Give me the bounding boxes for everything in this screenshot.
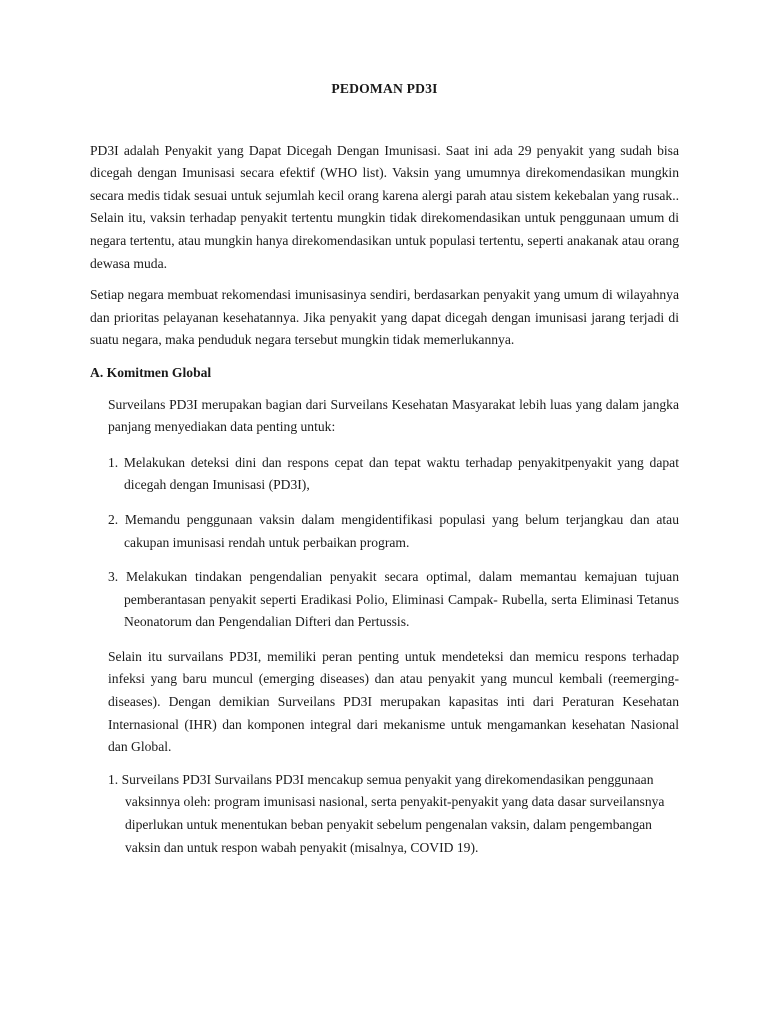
intro-paragraph-1: PD3I adalah Penyakit yang Dapat Dicegah Dengan Imunisasi. Saat ini ada 29 penyakit yang sudah bisa dicegah dengan Imunisasi secara efektif (WHO list). Vaksin yang umumnya direkomendasikan mungkin secara medis tidak sesuai untuk sejumlah kecil orang karena alergi parah atau sistem kekebalan yang rusak.. Selain itu, vaksin terhadap penyakit tertentu mungkin tidak direkomendasikan untuk penggunaan umum di negara tertentu, atau mungkin hanya direkomendasikan untuk populasi tertentu, seperti anakanak atau orang dewasa muda. bbox=[90, 142, 679, 271]
section-heading-a: A. Komitmen Global bbox=[90, 364, 212, 380]
list-item: 2. Memandu penggunaan vaksin dalam mengidentifikasi populasi yang belum terjangkau dan atau cakupan imunisasi rendah untuk perbaikan program. bbox=[108, 511, 679, 550]
list-item: 3. Melakukan tindakan pengendalian penyakit secara optimal, dalam memantau kemajuan tujuan pemberantasan penyakit seperti Eradikasi Polio, Eliminasi Campak- Rubella, serta Eliminasi Tetanus Neonatorum dan Pengendalian Difteri dan Pertussis. bbox=[108, 569, 679, 630]
document-title: PEDOMAN PD3I bbox=[331, 81, 438, 96]
list-item: 1. Surveilans PD3I Survailans PD3I mencakup semua penyakit yang direkomendasikan penggunaan vaksinnya oleh: program imunisasi nasional, serta penyakit-penyakit yang data dasar surveilansnya diperlukan untuk menentukan beban penyakit sebelum pengenalan vaksin, dalam pengembangan vaksin dan untuk respon wabah penyakit (misalnya, COVID 19). bbox=[108, 771, 665, 855]
section-a-after-list: Selain itu survailans PD3I, memiliki peran penting untuk mendeteksi dan memicu respons terhadap infeksi yang baru muncul (emerging diseases) dan atau penyakit yang muncul kembali (reemerging-diseases). Dengan demikian Surveilans PD3I merupakan kapasitas inti dari Peraturan Kesehatan Internasional (IHR) dan komponen integral dari mekanisme untuk mengamankan kesehatan Nasional dan Global. bbox=[108, 648, 679, 755]
section-a-body bbox=[108, 394, 679, 439]
section-a-intro: Surveilans PD3I merupakan bagian dari Surveilans Kesehatan Masyarakat lebih luas yang dalam jangka panjang menyediakan data penting untuk: bbox=[108, 396, 679, 435]
section-a-body-2 bbox=[108, 646, 679, 759]
document-page bbox=[90, 78, 679, 859]
list-item: 1. Melakukan deteksi dini dan respons cepat dan tepat waktu terhadap penyakitpenyakit yang dapat dicegah dengan Imunisasi (PD3I), bbox=[108, 454, 679, 493]
intro-paragraph-2: Setiap negara membuat rekomendasi imunisasinya sendiri, berdasarkan penyakit yang umum di wilayahnya dan prioritas pelayanan kesehatannya. Jika penyakit yang dapat dicegah dengan imunisasi jarang terjadi di suatu negara, maka penduduk negara tersebut mungkin tidak memerlukannya. bbox=[90, 287, 679, 348]
scope-list bbox=[90, 769, 679, 859]
purpose-list bbox=[90, 452, 679, 634]
